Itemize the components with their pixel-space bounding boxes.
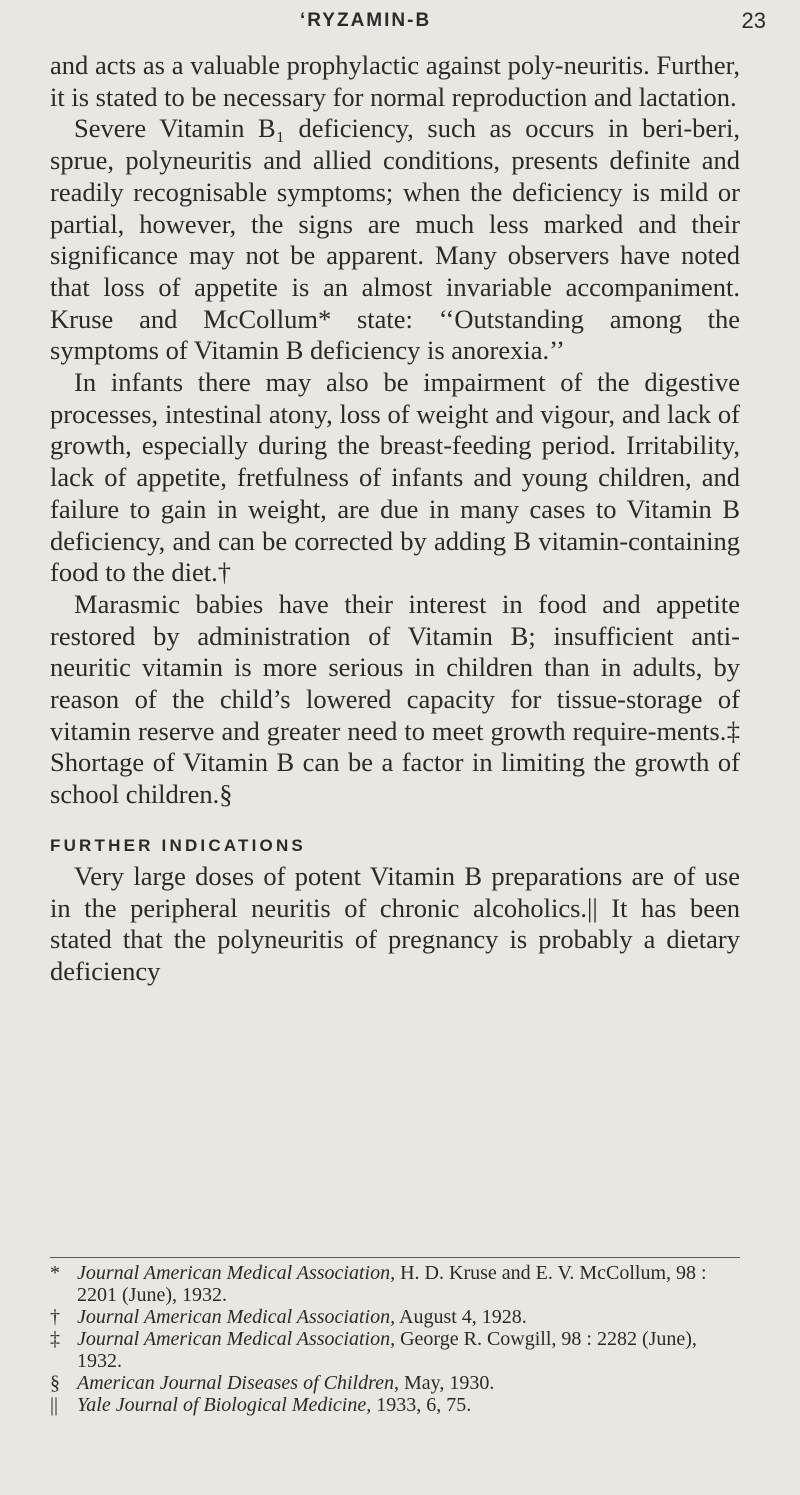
paragraph-continuation: and acts as a valuable prophylactic against poly-neuritis. Further, it is stated to be necessary for normal reproduction and lactation. xyxy=(50,50,740,112)
footnote-mark: * xyxy=(50,1262,60,1284)
page-number: 23 xyxy=(741,8,766,33)
footnote-divider xyxy=(50,1257,740,1258)
footnote-details: H. D. Kruse and E. V. McCollum, 98 : 2201 (June), 1932. xyxy=(77,1262,707,1306)
body-text xyxy=(50,50,740,988)
footnote xyxy=(50,1306,740,1328)
section-heading: FURTHER INDICATIONS xyxy=(50,835,306,855)
footnote-details: George R. Cowgill, 98 : 2282 (June), 1932. xyxy=(77,1328,697,1372)
paragraph-infants: In infants there may also be impairment of the digestive processes, intestinal atony, loss of weight and vigour, and lack of growth, especially during the breast-feeding period. Irritability, lack of appetite, fretfulness of infants and young children, and failure to gain in weight, are due in many cases to Vitamin B deficiency, and can be corrected by adding B vitamin-containing food to the diet.† xyxy=(50,367,740,588)
paragraph-further-indications: Very large doses of potent Vitamin B preparations are of use in the peripheral neuritis of chronic alcoholics.|| It has been stated that the polyneuritis of pregnancy is probably a dietary deficiency xyxy=(50,860,740,986)
footnote-mark: † xyxy=(50,1306,60,1328)
footnote-details: May, 1930. xyxy=(399,1372,495,1394)
footnote-details: August 4, 1928. xyxy=(395,1306,527,1328)
footnote-details: 1933, 6, 75. xyxy=(371,1394,472,1416)
footnote-journal: Journal American Medical Association, xyxy=(77,1306,396,1328)
running-head xyxy=(0,8,800,42)
footnote xyxy=(50,1372,740,1394)
footnote-journal: American Journal Diseases of Children, xyxy=(77,1372,400,1394)
footnote xyxy=(50,1328,740,1372)
paragraph-severe-deficiency: Severe Vitamin B₁ deficiency, such as occurs in beri-beri, sprue, polyneuritis and allied conditions, presents definite and readily recognisable symptoms; when the deficiency is mild or partial, however, the signs are much less marked and their significance may not be apparent. Many observers have noted that loss of appetite is an almost invariable accompaniment. Kruse and McCollum* state: ‘‘Outstanding among the symptoms of Vitamin B deficiency is anorexia.’’ xyxy=(50,113,740,366)
footnote-journal: Journal American Medical Association, xyxy=(77,1328,396,1350)
footnote xyxy=(50,1394,740,1416)
paragraph-marasmic-babies: Marasmic babies have their interest in food and appetite restored by administration of Vitamin B; insufficient anti-neuritic vitamin is more serious in children than in adults, by reason of the child’s lowered capacity for tissue-storage of vitamin reserve and greater need to meet growth require-ments.‡ Shortage of Vitamin B can be a factor in limiting the growth of school children.§ xyxy=(50,588,740,810)
footnote-mark: || xyxy=(50,1394,59,1416)
running-title: ‘RYZAMIN-B xyxy=(300,10,432,31)
footnote-mark: § xyxy=(50,1372,60,1394)
footnote-journal: Journal American Medical Association, xyxy=(77,1262,396,1284)
footnote-journal: Yale Journal of Biological Medicine, xyxy=(77,1394,372,1416)
footnote-mark: ‡ xyxy=(50,1328,60,1350)
footnote xyxy=(50,1262,740,1306)
footnotes xyxy=(50,1262,740,1416)
